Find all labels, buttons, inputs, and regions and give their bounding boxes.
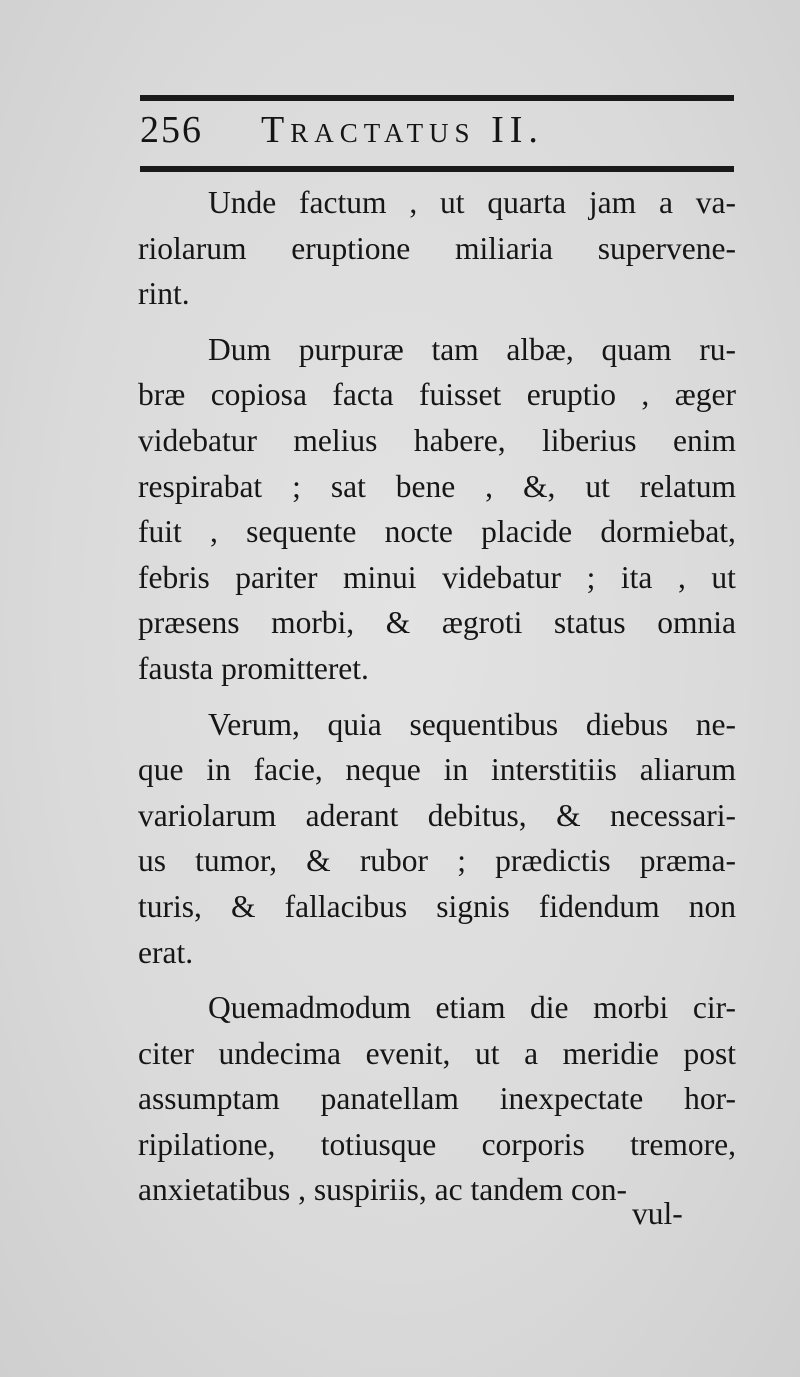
word: pariter	[235, 559, 318, 595]
word: albæ,	[506, 331, 574, 367]
text-line	[138, 464, 736, 510]
word: quia	[327, 706, 382, 742]
word: ripilatione,	[138, 1126, 276, 1162]
text-line	[138, 372, 736, 418]
word: jam	[588, 185, 637, 220]
word: Dum	[208, 331, 271, 367]
paragraph-gap	[138, 692, 736, 702]
text-line	[138, 600, 736, 646]
word: riolarum	[138, 230, 247, 266]
text-line	[138, 226, 736, 272]
word: ,	[677, 559, 686, 595]
word: inexpectate	[499, 1081, 644, 1117]
word: ,	[641, 377, 650, 413]
paragraph	[138, 985, 736, 1213]
word: ut	[475, 1035, 500, 1071]
word: fidendum	[538, 888, 660, 924]
word: tam	[431, 331, 479, 367]
word: Unde	[208, 185, 277, 220]
word: prædictis	[495, 843, 611, 879]
word: facta	[332, 377, 394, 413]
word: sequentibus	[409, 706, 559, 742]
word: copiosa	[210, 377, 307, 413]
text-line	[138, 985, 736, 1031]
word: citer	[138, 1035, 194, 1071]
word: &	[231, 888, 256, 924]
text-line	[138, 793, 736, 839]
word: eruptione	[291, 230, 411, 266]
word: æger	[674, 377, 736, 413]
paragraph-gap	[138, 975, 736, 985]
text-line	[138, 747, 736, 793]
word: febris	[138, 559, 210, 595]
word: assumptam	[138, 1081, 280, 1117]
text-line	[138, 1031, 736, 1077]
word: aliarum	[639, 752, 736, 788]
word: us	[138, 843, 167, 879]
text-line	[138, 838, 736, 884]
running-title: Tractatus II.	[261, 109, 544, 151]
word: interstitiis	[490, 752, 617, 788]
text-line	[138, 1122, 736, 1168]
word: debitus,	[427, 797, 527, 833]
text-line: rint.	[138, 276, 190, 312]
word: habere,	[413, 422, 506, 458]
word: status	[553, 605, 626, 641]
word: panatellam	[320, 1081, 459, 1117]
text-line	[138, 418, 736, 464]
word: ut	[585, 468, 610, 504]
word: sequente	[246, 514, 357, 550]
word: bræ	[138, 377, 186, 413]
running-head	[140, 108, 734, 158]
word: rubor	[359, 843, 429, 879]
word: relatum	[639, 468, 736, 504]
word: etiam	[435, 990, 506, 1026]
word: &	[385, 605, 411, 641]
word: præsens	[138, 605, 240, 641]
word: enim	[672, 422, 736, 458]
word: purpuræ	[298, 331, 404, 367]
text-line	[138, 884, 736, 930]
catchword: vul-	[632, 1196, 683, 1231]
word: meridie	[562, 1035, 659, 1071]
text-line	[138, 180, 736, 226]
word: ,	[485, 468, 494, 504]
word: ,	[409, 185, 418, 220]
word: ut	[440, 185, 465, 220]
word: tremore,	[630, 1126, 736, 1162]
text-line: erat.	[138, 934, 194, 970]
text-line	[138, 509, 736, 555]
word: die	[530, 990, 569, 1026]
word: Verum,	[208, 706, 300, 742]
text-line: fausta promitteret.	[138, 650, 369, 686]
word: videbatur	[138, 422, 257, 458]
word: evenit,	[365, 1035, 451, 1071]
word: liberius	[542, 422, 637, 458]
text-line	[138, 327, 736, 373]
word: a	[658, 185, 673, 220]
word: post	[683, 1035, 736, 1071]
word: ne-	[695, 706, 736, 742]
word: bene	[395, 468, 456, 504]
word: ægroti	[441, 605, 523, 641]
word: non	[688, 888, 736, 924]
word: quarta	[487, 185, 567, 220]
word: facie,	[253, 752, 323, 788]
word: eruptio	[526, 377, 616, 413]
text-line	[138, 702, 736, 748]
header-rule-bottom	[140, 166, 734, 172]
word: in	[206, 752, 231, 788]
word: a	[524, 1035, 539, 1071]
word: dormiebat,	[600, 514, 736, 550]
word: præma-	[639, 843, 736, 879]
word: necessari-	[610, 797, 736, 833]
body-text	[138, 180, 736, 1213]
word: undecima	[218, 1035, 341, 1071]
text-line: anxietatibus , suspiriis, ac tandem con-	[138, 1172, 628, 1208]
word: fuisset	[419, 377, 502, 413]
page-number: 256	[140, 109, 203, 151]
word: ru-	[699, 331, 736, 367]
word: morbi	[593, 990, 669, 1026]
word: hor-	[684, 1081, 736, 1117]
word: sat	[330, 468, 366, 504]
word: ita	[620, 559, 653, 595]
word: minui	[343, 559, 417, 595]
word: diebus	[585, 706, 669, 742]
word: ,	[210, 514, 218, 550]
word: omnia	[657, 605, 736, 641]
paragraph	[138, 180, 736, 317]
word: va-	[695, 185, 736, 220]
paragraph	[138, 702, 736, 976]
word: totiusque	[320, 1126, 437, 1162]
word: miliaria	[455, 230, 553, 266]
word: aderant	[305, 797, 399, 833]
word: ;	[292, 468, 301, 504]
paragraph	[138, 327, 736, 692]
word: variolarum	[138, 797, 277, 833]
word: in	[443, 752, 469, 788]
word: respirabat	[138, 468, 263, 504]
paragraph-gap	[138, 317, 736, 327]
word: &	[306, 843, 331, 879]
text-line	[138, 1076, 736, 1122]
word: ut	[711, 559, 736, 595]
word: que	[138, 752, 184, 788]
word: &,	[522, 468, 556, 504]
word: nocte	[384, 514, 453, 550]
text-line	[138, 555, 736, 601]
word: supervene-	[597, 230, 736, 266]
word: quam	[601, 331, 672, 367]
header-rule-top	[140, 95, 734, 101]
word: melius	[293, 422, 378, 458]
word: morbi,	[271, 605, 355, 641]
word: corporis	[481, 1126, 585, 1162]
word: neque	[345, 752, 421, 788]
word: fallacibus	[284, 888, 408, 924]
word: tumor,	[195, 843, 278, 879]
word: fuit	[138, 514, 182, 550]
word: videbatur	[442, 559, 562, 595]
word: &	[556, 797, 581, 833]
word: ;	[457, 843, 466, 879]
word: factum	[299, 185, 387, 220]
word: Quemadmodum	[208, 990, 411, 1026]
word: cir-	[692, 990, 736, 1026]
word: signis	[436, 888, 510, 924]
word: ;	[586, 559, 596, 595]
word: placide	[481, 514, 573, 550]
word: turis,	[138, 888, 202, 924]
